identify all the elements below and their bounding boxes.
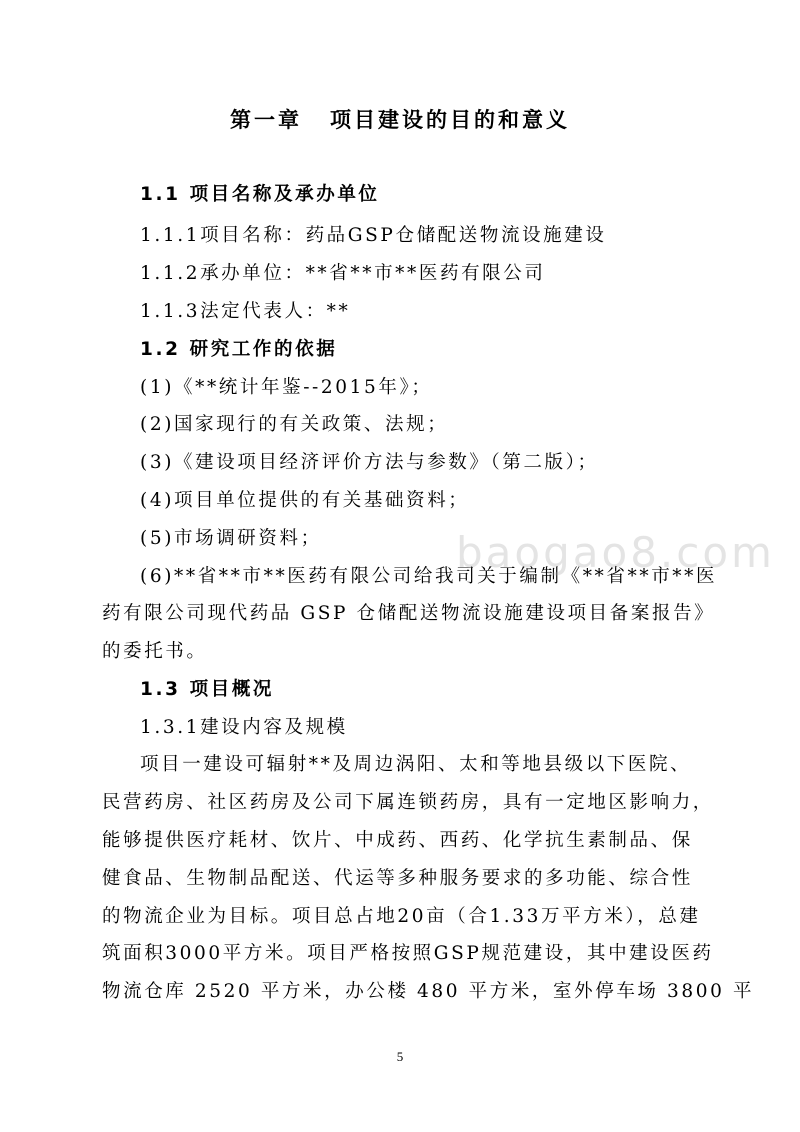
list-item: (5)市场调研资料； [140, 528, 322, 549]
chapter-heading [0, 104, 800, 134]
paragraph-line: 1.1.2承办单位：**省**市**医药有限公司 [140, 263, 546, 284]
paragraph-line: 能够提供医疗耗材、饮片、中成药、西药、化学抗生素制品、保 [102, 830, 693, 851]
section-heading-1-2: 1.2 研究工作的依据 [140, 339, 338, 360]
list-item: (1)《**统计年鉴--2015年》； [140, 377, 433, 398]
chapter-label: 第一章 [230, 108, 302, 132]
paragraph-line: 1.1.3法定代表人：** [140, 301, 351, 322]
list-item: (4)项目单位提供的有关基础资料； [140, 490, 470, 511]
paragraph-line: 筑面积3000平方米。项目严格按照GSP规范建设，其中建设医药 [102, 943, 714, 964]
watermark: baogao8.com [456, 528, 775, 577]
section-heading-1-3: 1.3 项目概况 [140, 679, 275, 700]
paragraph-line: 的物流企业为目标。项目总占地20亩（合1.33万平方米），总建 [102, 906, 701, 927]
list-item: (2)国家现行的有关政策、法规； [140, 414, 449, 435]
paragraph-line: 物流仓库 2520 平方米，办公楼 480 平方米，室外停车场 3800 平 [102, 981, 755, 1002]
list-item-continued: 药有限公司现代药品 GSP 仓储配送物流设施建设项目备案报告》 [102, 603, 716, 624]
subsection-heading: 1.3.1建设内容及规模 [140, 717, 348, 738]
paragraph-line: 健食品、生物制品配送、代运等多种服务要求的多功能、综合性 [102, 868, 693, 889]
section-heading-1-1: 1.1 项目名称及承办单位 [140, 184, 380, 205]
paragraph-line: 1.1.1项目名称：药品GSP仓储配送物流设施建设 [140, 225, 607, 246]
list-item: (3)《建设项目经济评价方法与参数》（第二版）； [140, 452, 599, 473]
page-number: 5 [396, 1049, 404, 1064]
list-item: (6)**省**市**医药有限公司给我司关于编制《**省**市**医 [140, 566, 718, 587]
paragraph-line: 民营药房、社区药房及公司下属连锁药房，具有一定地区影响力， [102, 792, 714, 813]
paragraph-line: 项目一建设可辐射**及周边涡阳、太和等地县级以下医院、 [140, 754, 692, 775]
chapter-title: 项目建设的目的和意义 [330, 108, 570, 132]
list-item-continued: 的委托书。 [102, 641, 208, 662]
